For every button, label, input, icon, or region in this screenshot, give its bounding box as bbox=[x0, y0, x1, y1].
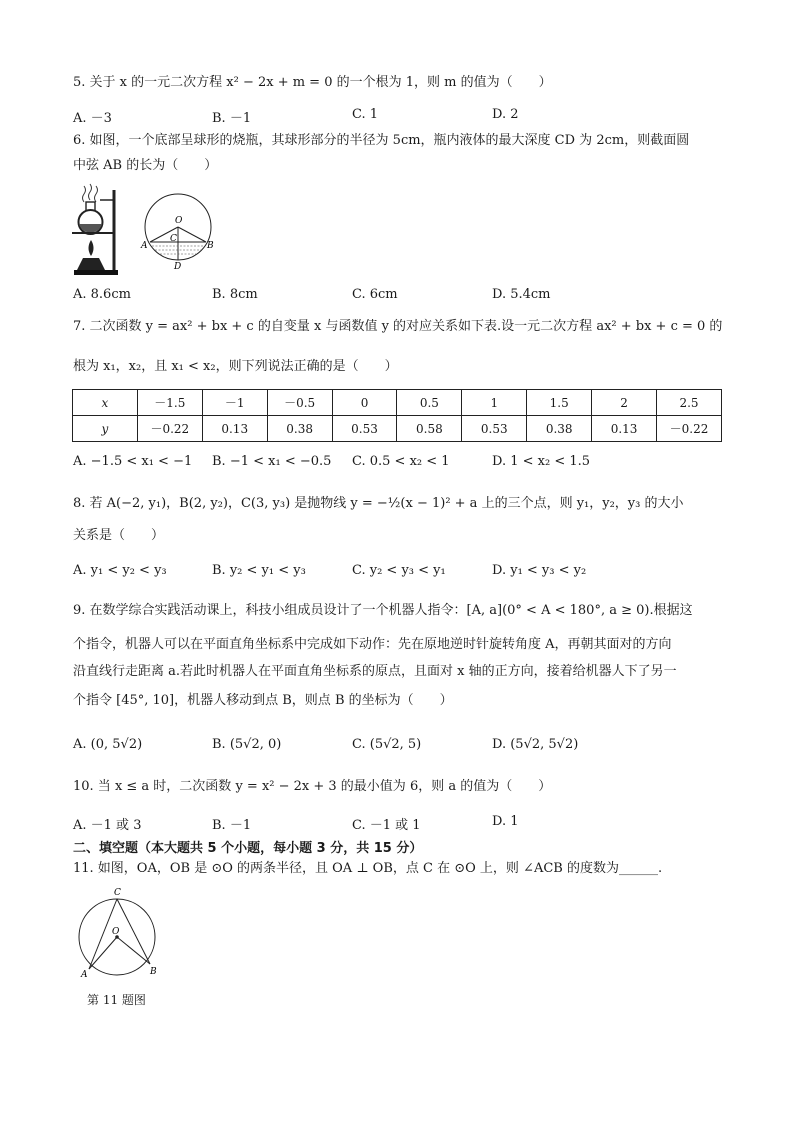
q8-option-b: B. y₂ < y₁ < y₃ bbox=[212, 563, 306, 578]
q5-options bbox=[73, 107, 733, 126]
q6-stem-line1: 6. 如图，一个底部呈球形的烧瓶，其球形部分的半径为 5cm，瓶内液体的最大深度 CD 为 2cm，则截面圆 bbox=[73, 133, 690, 148]
q7-option-b: B. −1 < x₁ < −0.5 bbox=[212, 454, 332, 469]
q6-fig-label-b: B bbox=[207, 241, 214, 251]
q5-option-d: D. 2 bbox=[492, 107, 519, 122]
table-header-y: y bbox=[73, 416, 138, 442]
table-cell: 0.5 bbox=[397, 390, 462, 416]
table-row bbox=[73, 416, 722, 442]
q6-options bbox=[73, 287, 733, 303]
q11-fig-label-o: O bbox=[112, 927, 120, 937]
q10-option-b: B. －1 bbox=[212, 818, 252, 833]
q6-fig-label-a: A bbox=[141, 241, 148, 251]
table-cell: 0.13 bbox=[592, 416, 657, 442]
q10-option-a: A. －1 或 3 bbox=[73, 818, 142, 833]
q6-option-d: D. 5.4cm bbox=[492, 287, 551, 302]
q8-option-a: A. y₁ < y₂ < y₃ bbox=[73, 563, 167, 578]
q11-figure-caption: 第 11 题图 bbox=[87, 993, 146, 1007]
q7-stem-line1: 7. 二次函数 y = ax² + bx + c 的自变量 x 与函数值 y 的对应关系如下表.设一元二次方程 ax² + bx + c = 0 的 bbox=[73, 319, 723, 334]
q7-options bbox=[73, 454, 733, 470]
q9-option-b: B. (5√2, 0) bbox=[212, 737, 282, 752]
q5-option-b: B. －1 bbox=[212, 111, 252, 126]
q10-options bbox=[73, 814, 733, 833]
q9-option-d: D. (5√2, 5√2) bbox=[492, 737, 579, 752]
q6-option-c: C. 6cm bbox=[352, 287, 398, 302]
q11-circle-figure bbox=[70, 884, 166, 980]
q11-fig-label-c: C bbox=[114, 888, 121, 898]
q7-option-c: C. 0.5 < x₂ < 1 bbox=[352, 454, 450, 469]
q9-line3: 沿直线行走距离 a.若此时机器人在平面直角坐标系的原点，且面对 x 轴的正方向，接着给机器人下了另一 bbox=[73, 664, 677, 679]
q5-option-c: C. 1 bbox=[352, 107, 379, 122]
q5-stem: 5. 关于 x 的一元二次方程 x² − 2x + m = 0 的一个根为 1，则 m 的值为（ ） bbox=[73, 75, 552, 90]
q7-option-d: D. 1 < x₂ < 1.5 bbox=[492, 454, 591, 469]
flask-on-stand-illustration bbox=[70, 182, 125, 278]
q10-option-c: C. －1 或 1 bbox=[352, 818, 421, 833]
table-row bbox=[73, 390, 722, 416]
table-cell: 0.13 bbox=[202, 416, 267, 442]
q6-fig-label-c: C bbox=[170, 234, 177, 244]
q6-option-a: A. 8.6cm bbox=[73, 287, 131, 302]
q10-stem: 10. 当 x ≤ a 时，二次函数 y = x² − 2x + 3 的最小值为 6，则 a 的值为（ ） bbox=[73, 779, 552, 794]
q8-stem-line1: 8. 若 A(−2, y₁)，B(2, y₂)，C(3, y₃) 是抛物线 y = −½(x − 1)² + a 上的三个点，则 y₁，y₂，y₃ 的大小 bbox=[73, 496, 684, 511]
q9-line4: 个指令 [45°, 10]，机器人移动到点 B，则点 B 的坐标为（ ） bbox=[73, 693, 453, 708]
q9-line1: 9. 在数学综合实践活动课上，科技小组成员设计了一个机器人指令：[A, a](0° < A < 180°, a ≥ 0).根据这 bbox=[73, 603, 693, 618]
table-cell: －1.5 bbox=[137, 390, 202, 416]
table-cell: －0.22 bbox=[137, 416, 202, 442]
q8-option-d: D. y₁ < y₃ < y₂ bbox=[492, 563, 587, 578]
table-cell: 0.53 bbox=[332, 416, 397, 442]
q11-fig-label-a: A bbox=[81, 970, 88, 980]
section-2-heading: 二、填空题（本大题共 5 个小题，每小题 3 分，共 15 分） bbox=[73, 841, 423, 856]
table-cell: －0.22 bbox=[657, 416, 722, 442]
table-cell: 1 bbox=[462, 390, 527, 416]
q9-options bbox=[73, 737, 733, 753]
q7-value-table bbox=[72, 389, 722, 442]
q6-fig-label-o: O bbox=[175, 216, 183, 226]
table-cell: 0.58 bbox=[397, 416, 462, 442]
q10-option-d: D. 1 bbox=[492, 814, 519, 829]
q6-stem-line2: 中弦 AB 的长为（ ） bbox=[73, 158, 218, 173]
table-cell: －1 bbox=[202, 390, 267, 416]
q8-stem-line2: 关系是（ ） bbox=[73, 528, 165, 543]
table-cell: 2.5 bbox=[657, 390, 722, 416]
q7-option-a: A. −1.5 < x₁ < −1 bbox=[73, 454, 193, 469]
q11-stem: 11. 如图，OA，OB 是 ⊙O 的两条半径，且 OA ⊥ OB，点 C 在 ⊙O 上，则 ∠ACB 的度数为______. bbox=[73, 861, 663, 876]
table-cell: 2 bbox=[592, 390, 657, 416]
table-cell: 0 bbox=[332, 390, 397, 416]
q8-options bbox=[73, 563, 733, 579]
q6-fig-label-d: D bbox=[174, 262, 182, 270]
q8-option-c: C. y₂ < y₃ < y₁ bbox=[352, 563, 446, 578]
flask-cross-section-figure bbox=[138, 190, 218, 270]
q9-option-c: C. (5√2, 5) bbox=[352, 737, 422, 752]
table-header-x: x bbox=[73, 390, 138, 416]
table-cell: 0.53 bbox=[462, 416, 527, 442]
q5-option-a: A. －3 bbox=[73, 111, 112, 126]
q6-option-b: B. 8cm bbox=[212, 287, 258, 302]
table-cell: 0.38 bbox=[527, 416, 592, 442]
table-cell: －0.5 bbox=[267, 390, 332, 416]
q11-fig-label-b: B bbox=[150, 967, 157, 977]
q7-stem-line2: 根为 x₁，x₂，且 x₁ < x₂，则下列说法正确的是（ ） bbox=[73, 359, 398, 374]
table-cell: 0.38 bbox=[267, 416, 332, 442]
q9-line2: 个指令，机器人可以在平面直角坐标系中完成如下动作：先在原地逆时针旋转角度 A，再朝其面对的方向 bbox=[73, 637, 672, 652]
table-cell: 1.5 bbox=[527, 390, 592, 416]
q9-option-a: A. (0, 5√2) bbox=[73, 737, 143, 752]
